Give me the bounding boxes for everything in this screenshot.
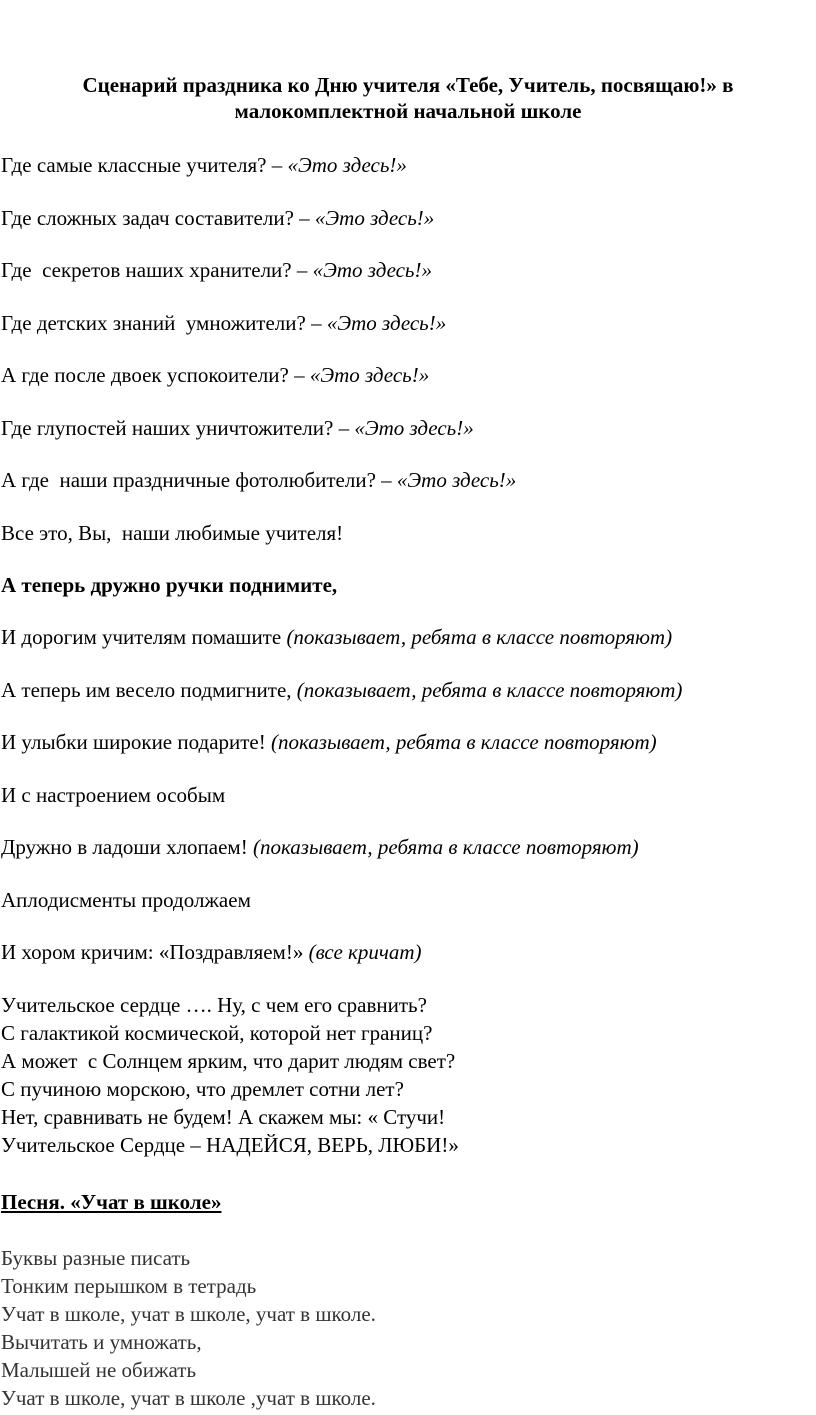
hands-up-line: А теперь дружно ручки поднимите, <box>1 573 338 597</box>
action-line <box>1 677 682 703</box>
action-line <box>1 939 422 965</box>
song-line: Вычитать и умножать, <box>1 1330 202 1354</box>
qa-answer: «Это здесь!» <box>287 153 407 177</box>
teachers-line: Все это, Вы, наши любимые учителя! <box>1 521 344 545</box>
action-note: (показывает, ребята в классе повторяют) <box>252 835 639 859</box>
qa-answer: «Это здесь!» <box>314 206 435 230</box>
poem-line: С галактикой космической, которой нет границ? <box>1 1021 433 1045</box>
qa-answer: «Это здесь!» <box>312 258 432 282</box>
qa-question: Где секретов наших хранители? – <box>1 258 313 282</box>
song-line: Учат в школе, учат в школе, учат в школе. <box>1 1302 376 1326</box>
qa-line <box>1 415 474 441</box>
action-text: Аплодисменты продолжаем <box>1 888 251 912</box>
poem-line: Учительское Сердце – НАДЕЙСЯ, ВЕРЬ, ЛЮБИ!» <box>1 1133 459 1157</box>
qa-question: Где детских знаний умножители? – <box>1 311 327 335</box>
action-line <box>1 782 225 808</box>
qa-line <box>1 152 407 178</box>
qa-answer: «Это здесь!» <box>396 468 517 492</box>
document-title <box>0 72 816 124</box>
poem-line: Учительское сердце …. Ну, с чем его сравнить? <box>1 993 427 1017</box>
qa-question: Где глупостей наших уничтожители? – <box>1 416 355 440</box>
qa-question: Где сложных задач составители? – <box>1 206 315 230</box>
poem-line: С пучиною морскою, что дремлет сотни лет? <box>1 1077 404 1101</box>
action-line <box>1 887 251 913</box>
poem-stanza <box>1 991 459 1159</box>
qa-line <box>1 467 516 493</box>
qa-question: А где наши праздничные фотолюбители? – <box>1 468 397 492</box>
action-note: (показывает, ребята в классе повторяют) <box>271 730 657 754</box>
qa-answer: «Это здесь!» <box>326 311 447 335</box>
title-line-2: малокомплектной начальной школе <box>234 99 582 123</box>
qa-line <box>1 362 429 388</box>
song-line: Учат в школе, учат в школе ,учат в школе. <box>1 1386 376 1410</box>
action-note: (показывает, ребята в классе повторяют) <box>286 625 673 649</box>
poem-line: Нет, сравнивать не будем! А скажем мы: « Стучи! <box>1 1105 446 1129</box>
action-text: И дорогим учителям помашите <box>1 625 287 649</box>
action-note: (показывает, ребята в классе повторяют) <box>296 678 683 702</box>
qa-line <box>1 310 446 336</box>
qa-answer: «Это здесь!» <box>354 416 474 440</box>
qa-answer: «Это здесь!» <box>309 363 430 387</box>
action-note: (все кричат) <box>308 940 422 964</box>
action-line <box>1 729 657 755</box>
action-line <box>1 624 672 650</box>
poem-line: А может с Солнцем ярким, что дарит людям свет? <box>1 1049 456 1073</box>
song-line: Буквы разные писать <box>1 1246 191 1270</box>
song-stanza <box>1 1244 376 1412</box>
action-text: И улыбки широкие подарите! <box>1 730 271 754</box>
title-line-1: Сценарий праздника ко Дню учителя «Тебе, Учитель, посвящаю!» в <box>82 73 734 97</box>
qa-line <box>1 257 432 283</box>
qa-question: Где самые классные учителя? – <box>1 153 288 177</box>
song-line: Тонким перышком в тетрадь <box>1 1274 257 1298</box>
action-text: А теперь им весело подмигните, <box>1 678 297 702</box>
qa-line <box>1 205 434 231</box>
action-text: И с настроением особым <box>1 783 226 807</box>
qa-question: А где после двоек успокоители? – <box>1 363 310 387</box>
action-text: И хором кричим: «Поздравляем!» <box>1 940 309 964</box>
action-text: Дружно в ладоши хлопаем! <box>1 835 253 859</box>
action-line <box>1 834 639 860</box>
song-title: Песня. «Учат в школе» <box>1 1190 222 1214</box>
song-line: Малышей не обижать <box>1 1358 197 1382</box>
